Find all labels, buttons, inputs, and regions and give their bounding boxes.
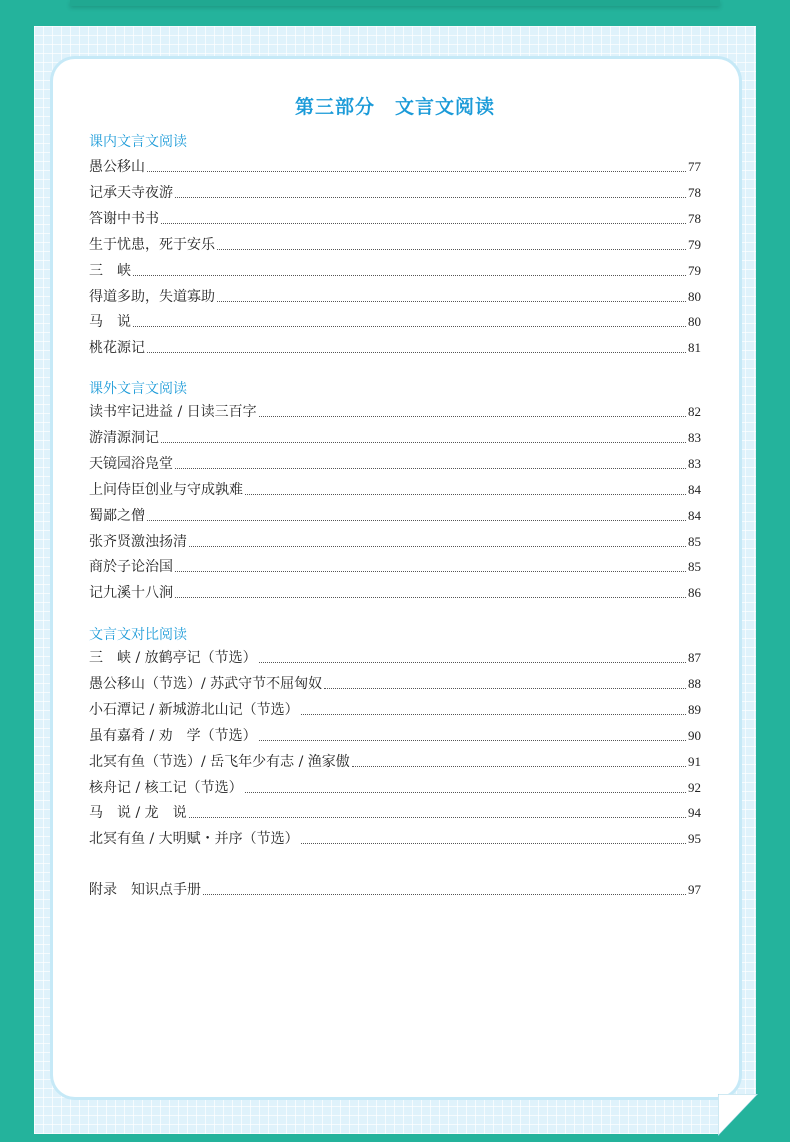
toc-entry-title: 三 峡	[89, 262, 131, 279]
dot-leader	[259, 416, 686, 417]
toc-entry-title: 上问侍臣创业与守成孰难	[89, 481, 243, 498]
top-strip	[70, 0, 720, 6]
toc-entry[interactable]	[89, 880, 701, 900]
toc-entry[interactable]	[89, 183, 701, 203]
page-fold-icon	[718, 1094, 758, 1136]
toc-entry-title: 愚公移山	[89, 159, 145, 175]
toc-entry[interactable]	[89, 209, 701, 229]
toc-entry-title: 桃花源记	[89, 340, 145, 357]
toc-entry-title: 记承天寺夜游	[89, 184, 173, 201]
dot-leader	[259, 740, 686, 741]
toc-entry[interactable]	[89, 752, 701, 772]
dot-leader	[189, 817, 686, 818]
toc-entry-page: 77	[688, 159, 701, 174]
toc-entry-page: 83	[688, 429, 701, 445]
section-heading: 课内文言文阅读	[89, 134, 187, 150]
toc-entry-title: 商於子论治国	[89, 559, 173, 576]
toc-entry-title: 答谢中书书	[89, 210, 159, 227]
toc-entry-title: 张齐贤激浊扬清	[89, 533, 187, 550]
toc-entry[interactable]	[89, 648, 701, 668]
dot-leader	[133, 326, 686, 327]
dot-leader	[161, 223, 686, 224]
toc-entry[interactable]	[89, 778, 701, 798]
dot-leader	[203, 894, 686, 895]
toc-entry-page: 89	[688, 701, 701, 717]
section-heading: 文言文对比阅读	[89, 627, 187, 643]
toc-entry-page: 97	[688, 882, 701, 897]
toc-entry[interactable]	[89, 506, 701, 526]
dot-leader	[301, 843, 686, 844]
toc-entry-page: 84	[688, 481, 701, 497]
toc-entry[interactable]	[89, 312, 701, 332]
toc-entry-page: 80	[688, 288, 701, 304]
toc-entry-page: 82	[688, 404, 701, 419]
dot-leader	[147, 352, 686, 353]
toc-entry-title: 马 说 / 龙 说	[89, 805, 187, 822]
toc-entry-page: 87	[688, 650, 701, 665]
toc-entry-title: 虽有嘉肴 / 劝 学（节选）	[89, 727, 257, 744]
toc-entry[interactable]	[89, 235, 701, 255]
section-heading: 课外文言文阅读	[89, 381, 187, 397]
page-title: 第三部分 文言文阅读	[294, 96, 495, 118]
toc-entry-page: 90	[688, 727, 701, 743]
toc-entry[interactable]	[89, 803, 701, 823]
toc-entry[interactable]	[89, 261, 701, 281]
toc-entry-title: 游清源洞记	[89, 429, 159, 446]
toc-entry-page: 88	[688, 675, 701, 691]
toc-entry-page: 85	[688, 533, 701, 549]
toc-entry[interactable]	[89, 287, 701, 307]
toc-entry-page: 95	[688, 831, 701, 847]
dot-leader	[301, 714, 686, 715]
toc-entry-page: 78	[688, 210, 701, 226]
dot-leader	[147, 520, 686, 521]
toc-entry-title: 得道多助，失道寡助	[89, 288, 215, 305]
toc-entry-page: 85	[688, 559, 701, 575]
dot-leader	[352, 766, 686, 767]
toc-entry[interactable]	[89, 674, 701, 694]
toc-entry-title: 生于忧患，死于安乐	[89, 236, 215, 253]
toc-entry-title: 北冥有鱼（节选）/ 岳飞年少有志 / 渔家傲	[89, 753, 350, 770]
toc-entry[interactable]	[89, 557, 701, 577]
toc-entry-title: 三 峡 / 放鹤亭记（节选）	[89, 650, 257, 666]
toc-entry[interactable]	[89, 402, 701, 422]
toc-entry[interactable]	[89, 583, 701, 603]
dot-leader	[217, 249, 686, 250]
dot-leader	[245, 792, 686, 793]
toc-entry[interactable]	[89, 829, 701, 849]
dot-leader	[259, 662, 686, 663]
toc-entry[interactable]	[89, 700, 701, 720]
dot-leader	[175, 468, 686, 469]
dot-leader	[175, 197, 686, 198]
toc-entry-page: 91	[688, 753, 701, 769]
toc-entry-title: 核舟记 / 核工记（节选）	[89, 779, 243, 796]
toc-entry-title: 天镜园浴凫堂	[89, 455, 173, 472]
toc-entry[interactable]	[89, 157, 701, 177]
toc-entry-title: 蜀鄙之僧	[89, 507, 145, 524]
toc-entry-title: 附录 知识点手册	[89, 882, 201, 898]
toc-entry-page: 80	[688, 314, 701, 330]
dot-leader	[324, 688, 686, 689]
dot-leader	[189, 546, 686, 547]
toc-entry[interactable]	[89, 480, 701, 500]
toc-entry[interactable]	[89, 454, 701, 474]
toc-entry-title: 马 说	[89, 314, 131, 331]
toc-entry[interactable]	[89, 726, 701, 746]
dot-leader	[245, 494, 686, 495]
toc-entry-title: 小石潭记 / 新城游北山记（节选）	[89, 701, 299, 718]
dot-leader	[147, 171, 686, 172]
toc-entry[interactable]	[89, 338, 701, 358]
toc-entry-title: 记九溪十八涧	[89, 585, 173, 602]
toc-entry-page: 83	[688, 455, 701, 471]
dot-leader	[217, 301, 686, 302]
toc-entry-title: 北冥有鱼 / 大明赋・并序（节选）	[89, 831, 299, 848]
toc-entry-page: 79	[688, 262, 701, 278]
toc-entry[interactable]	[89, 532, 701, 552]
toc-entry-page: 79	[688, 236, 701, 252]
toc-entry-page: 78	[688, 184, 701, 200]
toc-entry-page: 94	[688, 805, 701, 821]
toc-entry-page: 81	[688, 340, 701, 356]
toc-entry-title: 读书牢记进益 / 日读三百字	[89, 404, 257, 420]
dot-leader	[175, 597, 686, 598]
toc-entry[interactable]	[89, 428, 701, 448]
toc-entry-page: 92	[688, 779, 701, 795]
dot-leader	[161, 442, 686, 443]
toc-entry-page: 84	[688, 507, 701, 523]
toc-entry-title: 愚公移山（节选）/ 苏武守节不屈匈奴	[89, 675, 323, 692]
toc-entry-page: 86	[688, 585, 701, 601]
dot-leader	[133, 275, 686, 276]
dot-leader	[175, 571, 686, 572]
